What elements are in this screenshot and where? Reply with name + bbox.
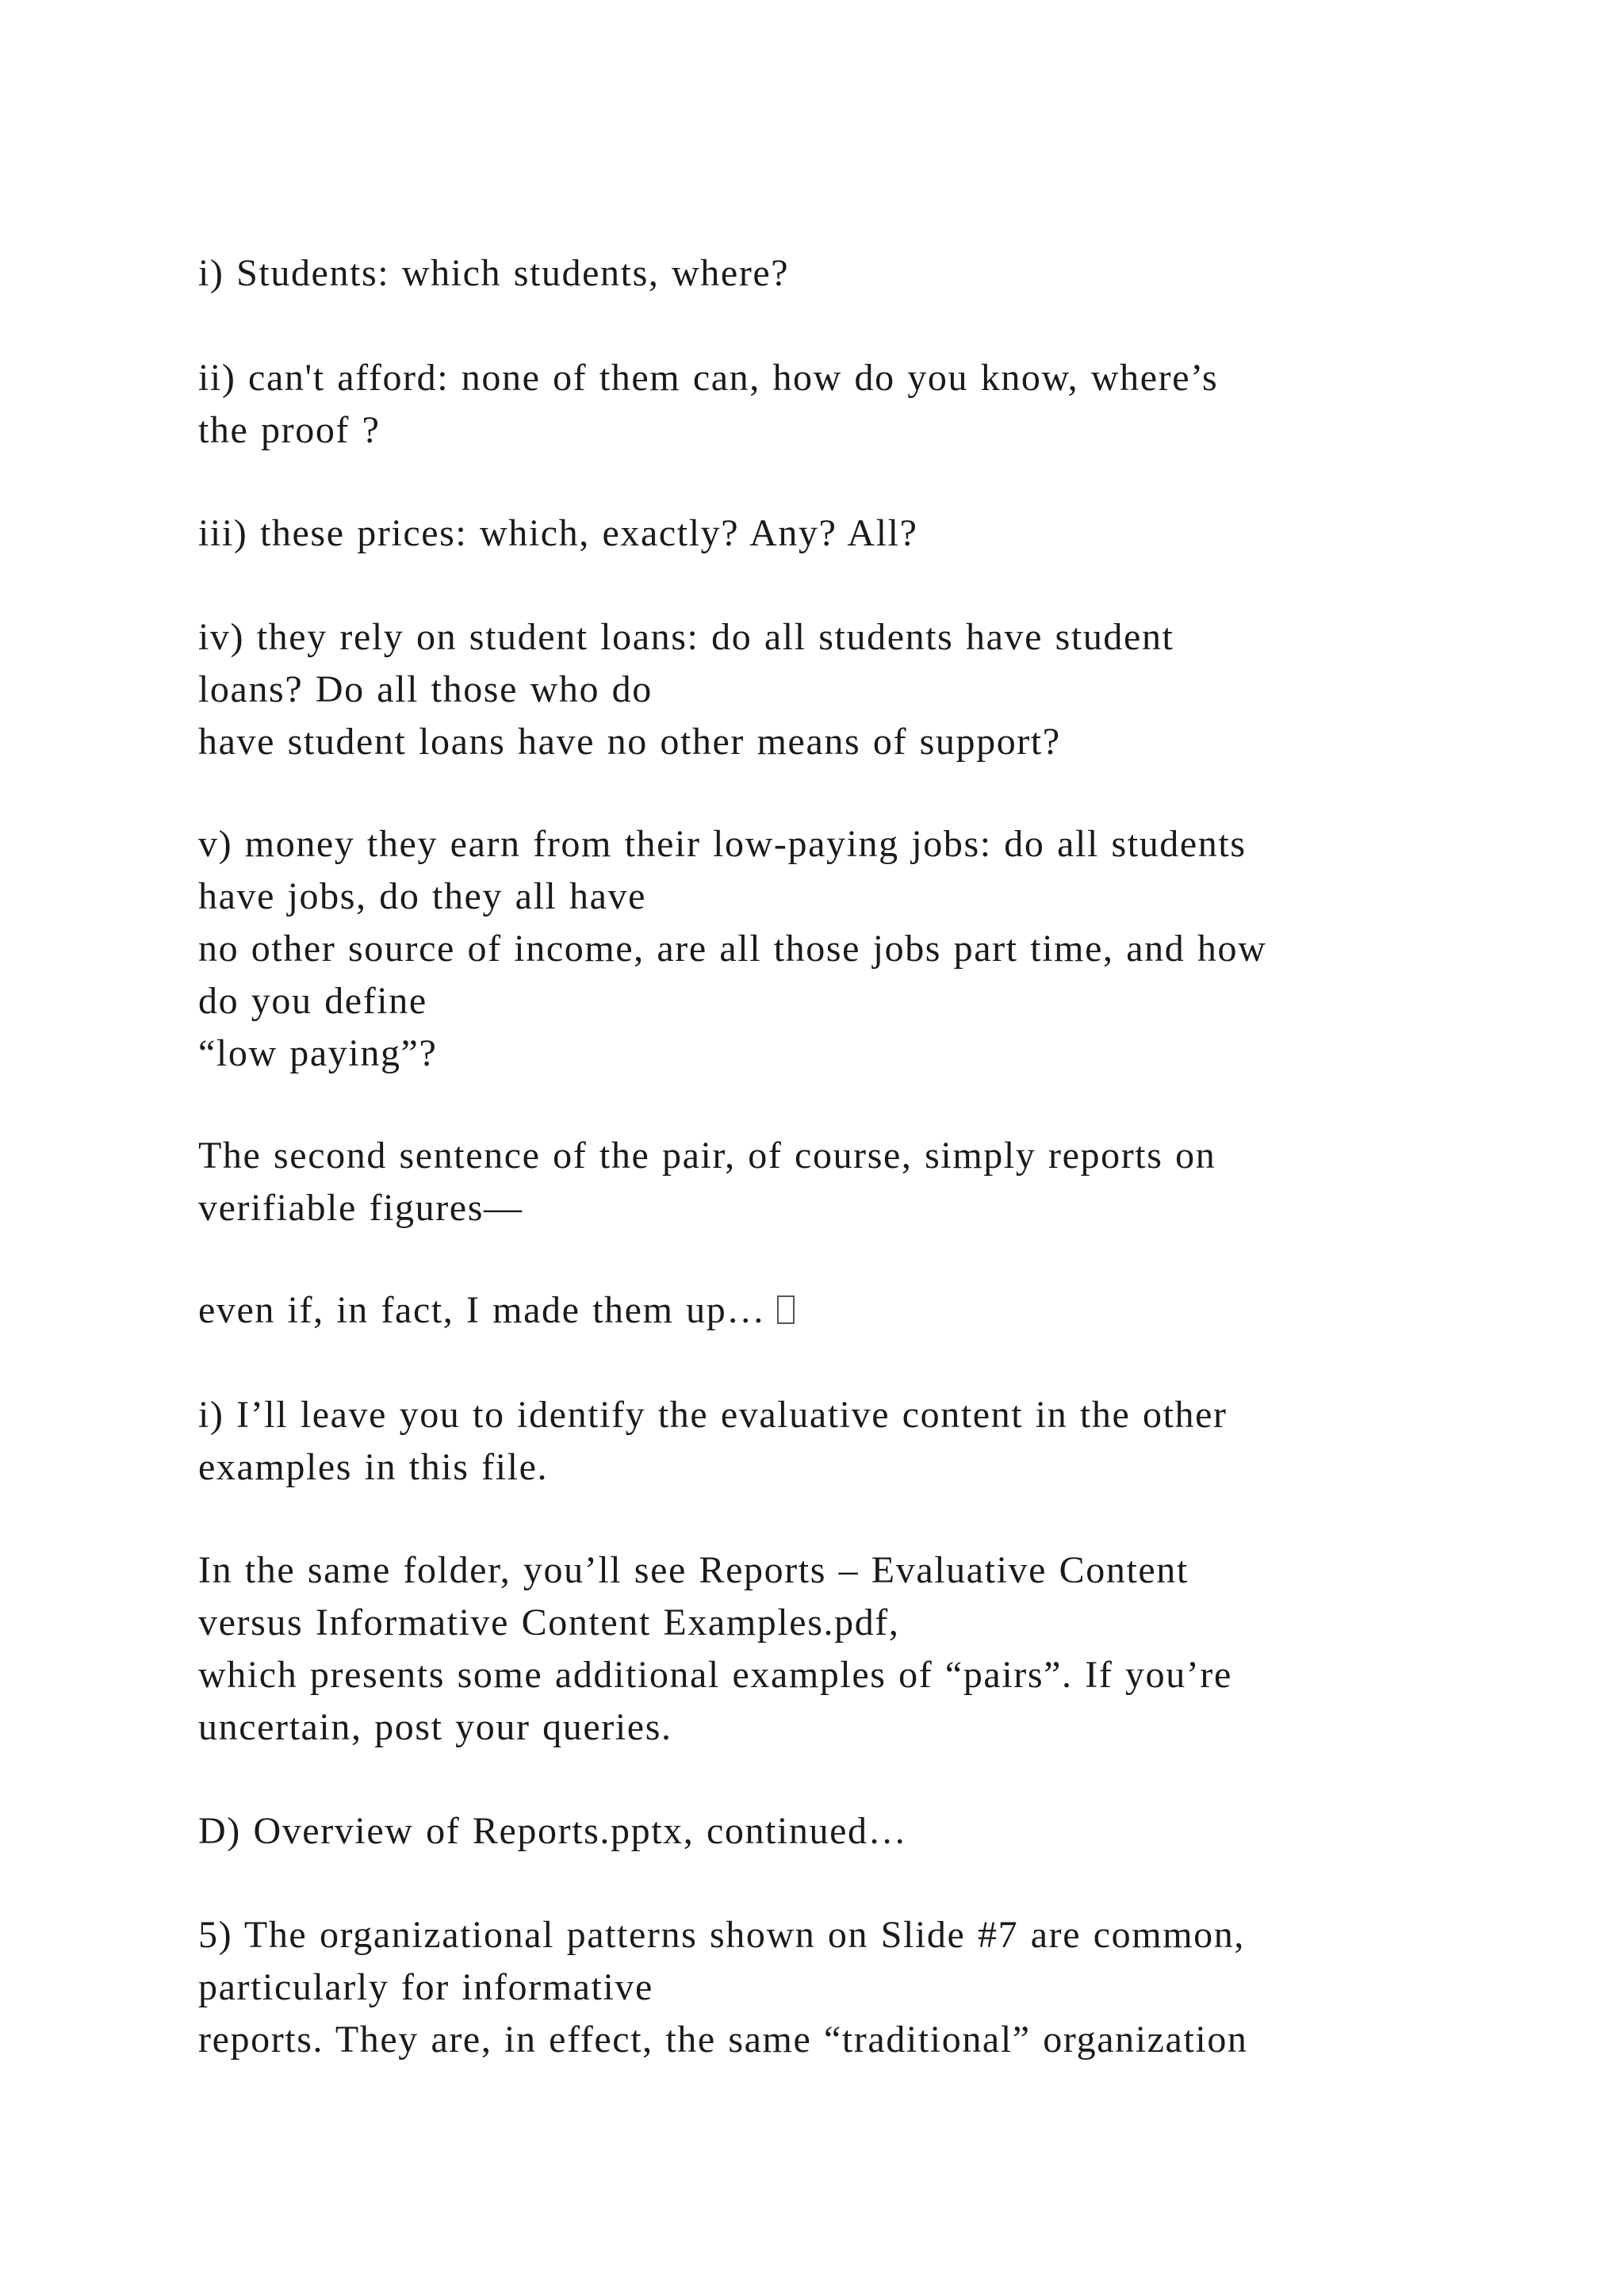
text-line: have jobs, do they all have [198,875,647,917]
text-line: which presents some additional examples of “pairs”. If you’re [198,1654,1232,1696]
text-line: D) Overview of Reports.pptx, continued… [198,1810,908,1852]
text-line: v) money they earn from their low-paying jobs: do all students [198,823,1247,865]
text-line: In the same folder, you’ll see Reports – Evaluative Content [198,1549,1189,1591]
text-line-content: even if, in fact, I made them up… [198,1289,766,1331]
text-line: iii) these prices: which, exactly? Any? All? [198,512,918,554]
text-line: do you define [198,980,427,1022]
paragraph-second-sentence [198,1130,1530,1234]
text-line: ii) can't afford: none of them can, how do you know, where’s [198,357,1219,399]
paragraph-student-loans [198,611,1530,768]
text-line: verifiable figures— [198,1187,523,1229]
text-line: “low paying”? [198,1032,438,1074]
paragraph-overview-of-reports [198,1805,1530,1858]
text-line [198,1284,1530,1337]
paragraph-students [198,247,1530,300]
paragraph-organizational-patterns [198,1909,1530,2066]
text-line: examples in this file. [198,1446,549,1488]
text-line: the proof ? [198,409,381,451]
text-line: no other source of income, are all those jobs part time, and how [198,928,1267,970]
paragraph-cant-afford [198,352,1530,457]
paragraph-leave-you-to-identify [198,1389,1530,1494]
text-line: i) I’ll leave you to identify the evaluative content in the other [198,1394,1228,1436]
text-line: particularly for informative [198,1966,653,2008]
text-line: The second sentence of the pair, of course, simply reports on [198,1135,1216,1177]
text-line: loans? Do all those who do [198,668,653,710]
text-line: i) Students: which students, where? [198,252,790,294]
paragraph-same-folder [198,1544,1530,1754]
paragraph-low-paying-jobs [198,818,1530,1080]
text-line: have student loans have no other means of support? [198,721,1061,763]
missing-glyph-icon [777,1295,795,1324]
text-line: 5) The organizational patterns shown on Slide #7 are common, [198,1914,1245,1956]
text-line: reports. They are, in effect, the same “traditional” organization [198,2019,1248,2061]
paragraph-made-them-up [198,1284,1530,1337]
text-line: versus Informative Content Examples.pdf, [198,1601,900,1644]
text-line: iv) they rely on student loans: do all students have student [198,616,1174,658]
paragraph-these-prices [198,507,1530,560]
text-line: uncertain, post your queries. [198,1706,672,1748]
